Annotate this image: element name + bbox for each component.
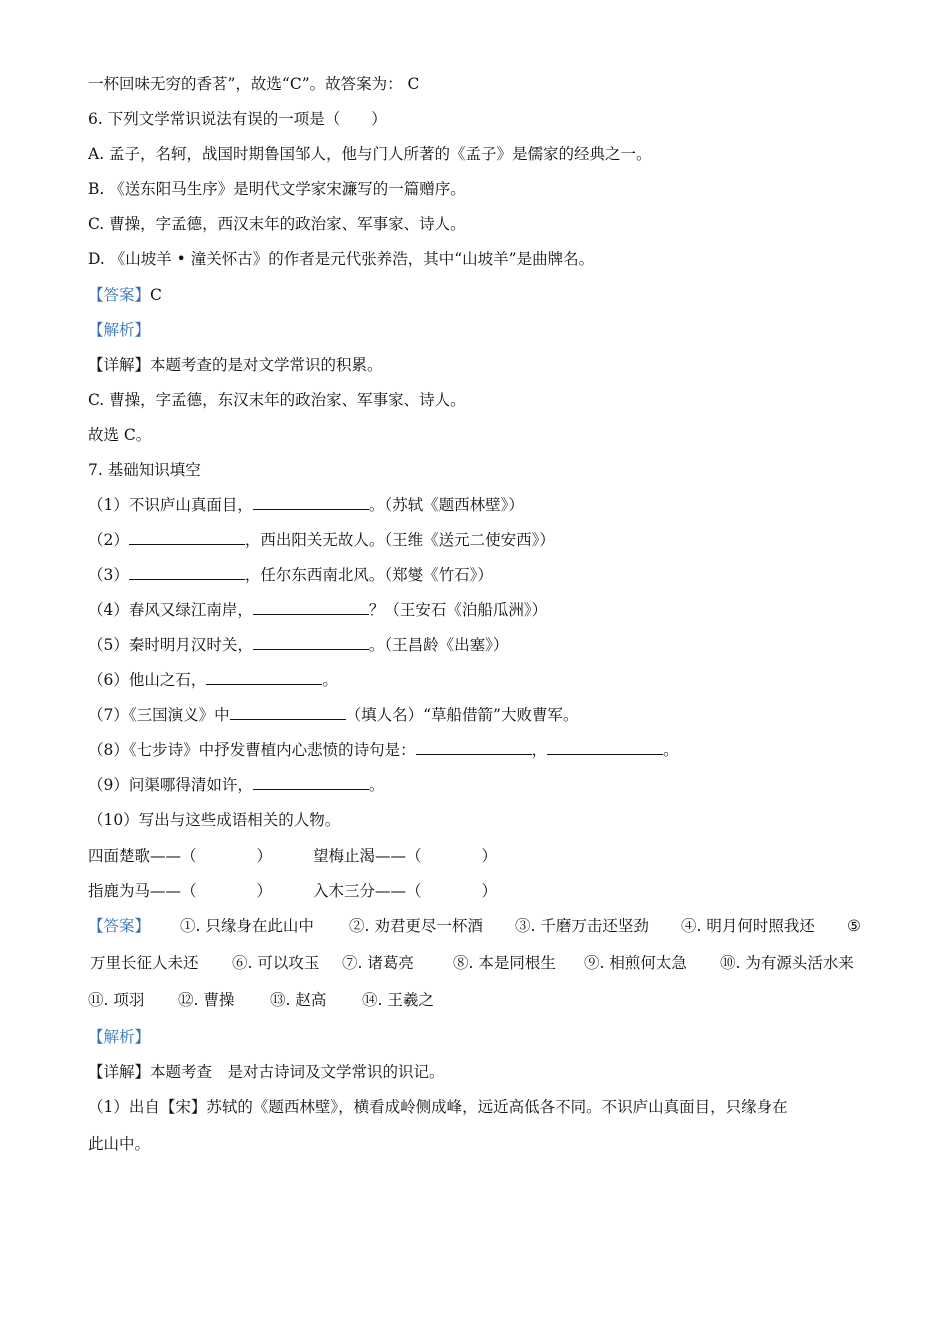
q7-analysis-label: 【解析】	[88, 1028, 151, 1046]
q7-answer-4: ④. 明月何时照我还	[681, 917, 815, 935]
q7-item-9-end: 。	[368, 776, 385, 794]
idiom-close: ）	[481, 847, 498, 865]
q7-stem: 7. 基础知识填空	[88, 461, 201, 479]
q7-detail	[88, 1061, 445, 1083]
q7-answer-8: ⑧. 本是同根生	[453, 954, 556, 972]
idiom-close: ）	[256, 847, 273, 865]
idiom-close: ）	[481, 882, 498, 900]
q7-item-6-end: 。	[322, 671, 338, 689]
answer-blank[interactable]	[253, 634, 369, 650]
q6-stem: 6. 下列文学常识说法有误的一项是（ ）	[88, 110, 387, 128]
q7-item-3-num: （3）	[88, 566, 129, 584]
answer-blank[interactable]	[129, 529, 245, 545]
q7-answer-6: ⑥. 可以攻玉	[232, 954, 320, 972]
q7-item-8-end: 。	[663, 741, 679, 759]
q7-item-7-rest: （填人名）“草船借箭”大败曹军。	[345, 706, 579, 724]
answer-blank[interactable]	[253, 599, 369, 615]
prev-answer-tail: 一杯回味无穷的香茗”，故选“C”。故答案为： C	[88, 75, 420, 93]
answer-blank[interactable]	[416, 739, 532, 755]
idiom-label: 入木三分——（	[313, 882, 422, 900]
q7-item-3-text: ，任尔东西南北风。（郑燮《竹石》）	[244, 566, 493, 584]
answer-blank[interactable]	[129, 564, 245, 580]
idiom-row-2	[88, 880, 272, 902]
q7-answer-label: 【答案】	[88, 917, 151, 935]
q6-conclusion: 故选 C。	[88, 426, 152, 444]
q6-detail-label: 【详解】	[88, 356, 151, 374]
q7-answer-2: ②. 劝君更尽一杯酒	[349, 917, 483, 935]
answer-blank[interactable]	[547, 739, 663, 755]
q7-answer-9: ⑨. 相煎何太急	[584, 954, 687, 972]
q6-option-d: D. 《山坡羊 • 潼关怀古》的作者是元代张养浩，其中“山坡羊”是曲牌名。	[88, 250, 595, 268]
q6-option-b: B. 《送东阳马生序》是明代文学家宋濂写的一篇赠序。	[88, 180, 466, 198]
idiom-row-1	[88, 845, 272, 867]
q7-answer-5: 万里长征人未还	[90, 954, 199, 972]
q7-answer-1: ①. 只缘身在此山中	[180, 917, 314, 935]
q7-item-4-text: （4）春风又绿江南岸，	[88, 601, 253, 619]
q7-explain-1b: 此山中。	[88, 1135, 151, 1153]
idiom-label: 指鹿为马——（	[88, 882, 197, 900]
q7-item-8-comma: ，	[531, 741, 548, 759]
q7-item-7	[88, 704, 578, 726]
q7-answer-12: ⑫. 曹操	[178, 991, 235, 1009]
q7-explain-1a: （1）出自【宋】苏轼的《题西林壁》，横看成岭侧成峰，远近高低各不同。不识庐山真面目，只缘身在	[88, 1098, 788, 1116]
q7-item-1-source: 。（苏轼《题西林壁》）	[368, 496, 524, 514]
q7-item-5	[88, 634, 508, 656]
q7-detail-label: 【详解】	[88, 1063, 151, 1081]
q7-item-5-source: 。（王昌龄《出塞》）	[368, 636, 509, 654]
q6-answer	[88, 284, 162, 306]
q6-answer-value: C	[150, 286, 162, 304]
q7-item-2	[88, 529, 555, 551]
q7-item-9	[88, 774, 384, 796]
answer-blank[interactable]	[206, 669, 322, 685]
q7-detail-text: 本题考查 是对古诗词及文学常识的识记。	[150, 1063, 445, 1081]
q6-option-c: C. 曹操，字孟德，西汉末年的政治家、军事家、诗人。	[88, 215, 466, 233]
q7-answer-5-marker: ⑤	[847, 917, 861, 935]
q7-answer-14: ⑭. 王羲之	[362, 991, 434, 1009]
q7-item-8	[88, 739, 679, 761]
q7-item-5-text: （5）秦时明月汉时关，	[88, 636, 253, 654]
q7-item-9-text: （9）问渠哪得清如许，	[88, 776, 253, 794]
q7-answer-13: ⑬. 赵高	[270, 991, 327, 1009]
q7-answer-10: ⑩. 为有源头活水来	[720, 954, 854, 972]
answer-blank[interactable]	[253, 774, 369, 790]
q7-answer-7: ⑦. 诸葛亮	[342, 954, 414, 972]
q7-item-1-text: （1）不识庐山真面目，	[88, 496, 253, 514]
q6-option-a: A. 孟子，名轲，战国时期鲁国邹人，他与门人所著的《孟子》是儒家的经典之一。	[88, 145, 652, 163]
idiom-close: ）	[256, 882, 273, 900]
q6-correction: C. 曹操，字孟德，东汉末年的政治家、军事家、诗人。	[88, 391, 466, 409]
idiom-label: 四面楚歌——（	[88, 847, 197, 865]
answer-blank[interactable]	[230, 704, 346, 720]
q7-answer-11: ⑪. 项羽	[88, 991, 145, 1009]
idiom-row-1b	[313, 845, 497, 867]
q7-item-6-text: （6）他山之石，	[88, 671, 207, 689]
q7-item-10: （10）写出与这些成语相关的人物。	[88, 811, 341, 829]
q7-item-7-text: （7）《三国演义》中	[88, 706, 230, 724]
q7-item-2-num: （2）	[88, 531, 129, 549]
q7-item-1	[88, 494, 524, 516]
q7-item-8-text: （8）《七步诗》中抒发曹植内心悲愤的诗句是：	[88, 741, 416, 759]
q7-item-6	[88, 669, 338, 691]
idiom-row-2b	[313, 880, 497, 902]
q7-item-4	[88, 599, 547, 621]
q6-analysis-label: 【解析】	[88, 321, 151, 339]
answer-blank[interactable]	[253, 494, 369, 510]
q7-item-3	[88, 564, 493, 586]
q6-detail-text: 本题考查的是对文学常识的积累。	[150, 356, 383, 374]
idiom-label: 望梅止渴——（	[313, 847, 422, 865]
q6-answer-label: 【答案】	[88, 286, 151, 304]
q7-item-4-source: ？（王安石《泊船瓜洲》）	[368, 601, 548, 619]
q7-item-2-text: ，西出阳关无故人。（王维《送元二使安西》）	[244, 531, 555, 549]
q6-detail	[88, 354, 383, 376]
q7-answer-3: ③. 千磨万击还坚劲	[515, 917, 649, 935]
